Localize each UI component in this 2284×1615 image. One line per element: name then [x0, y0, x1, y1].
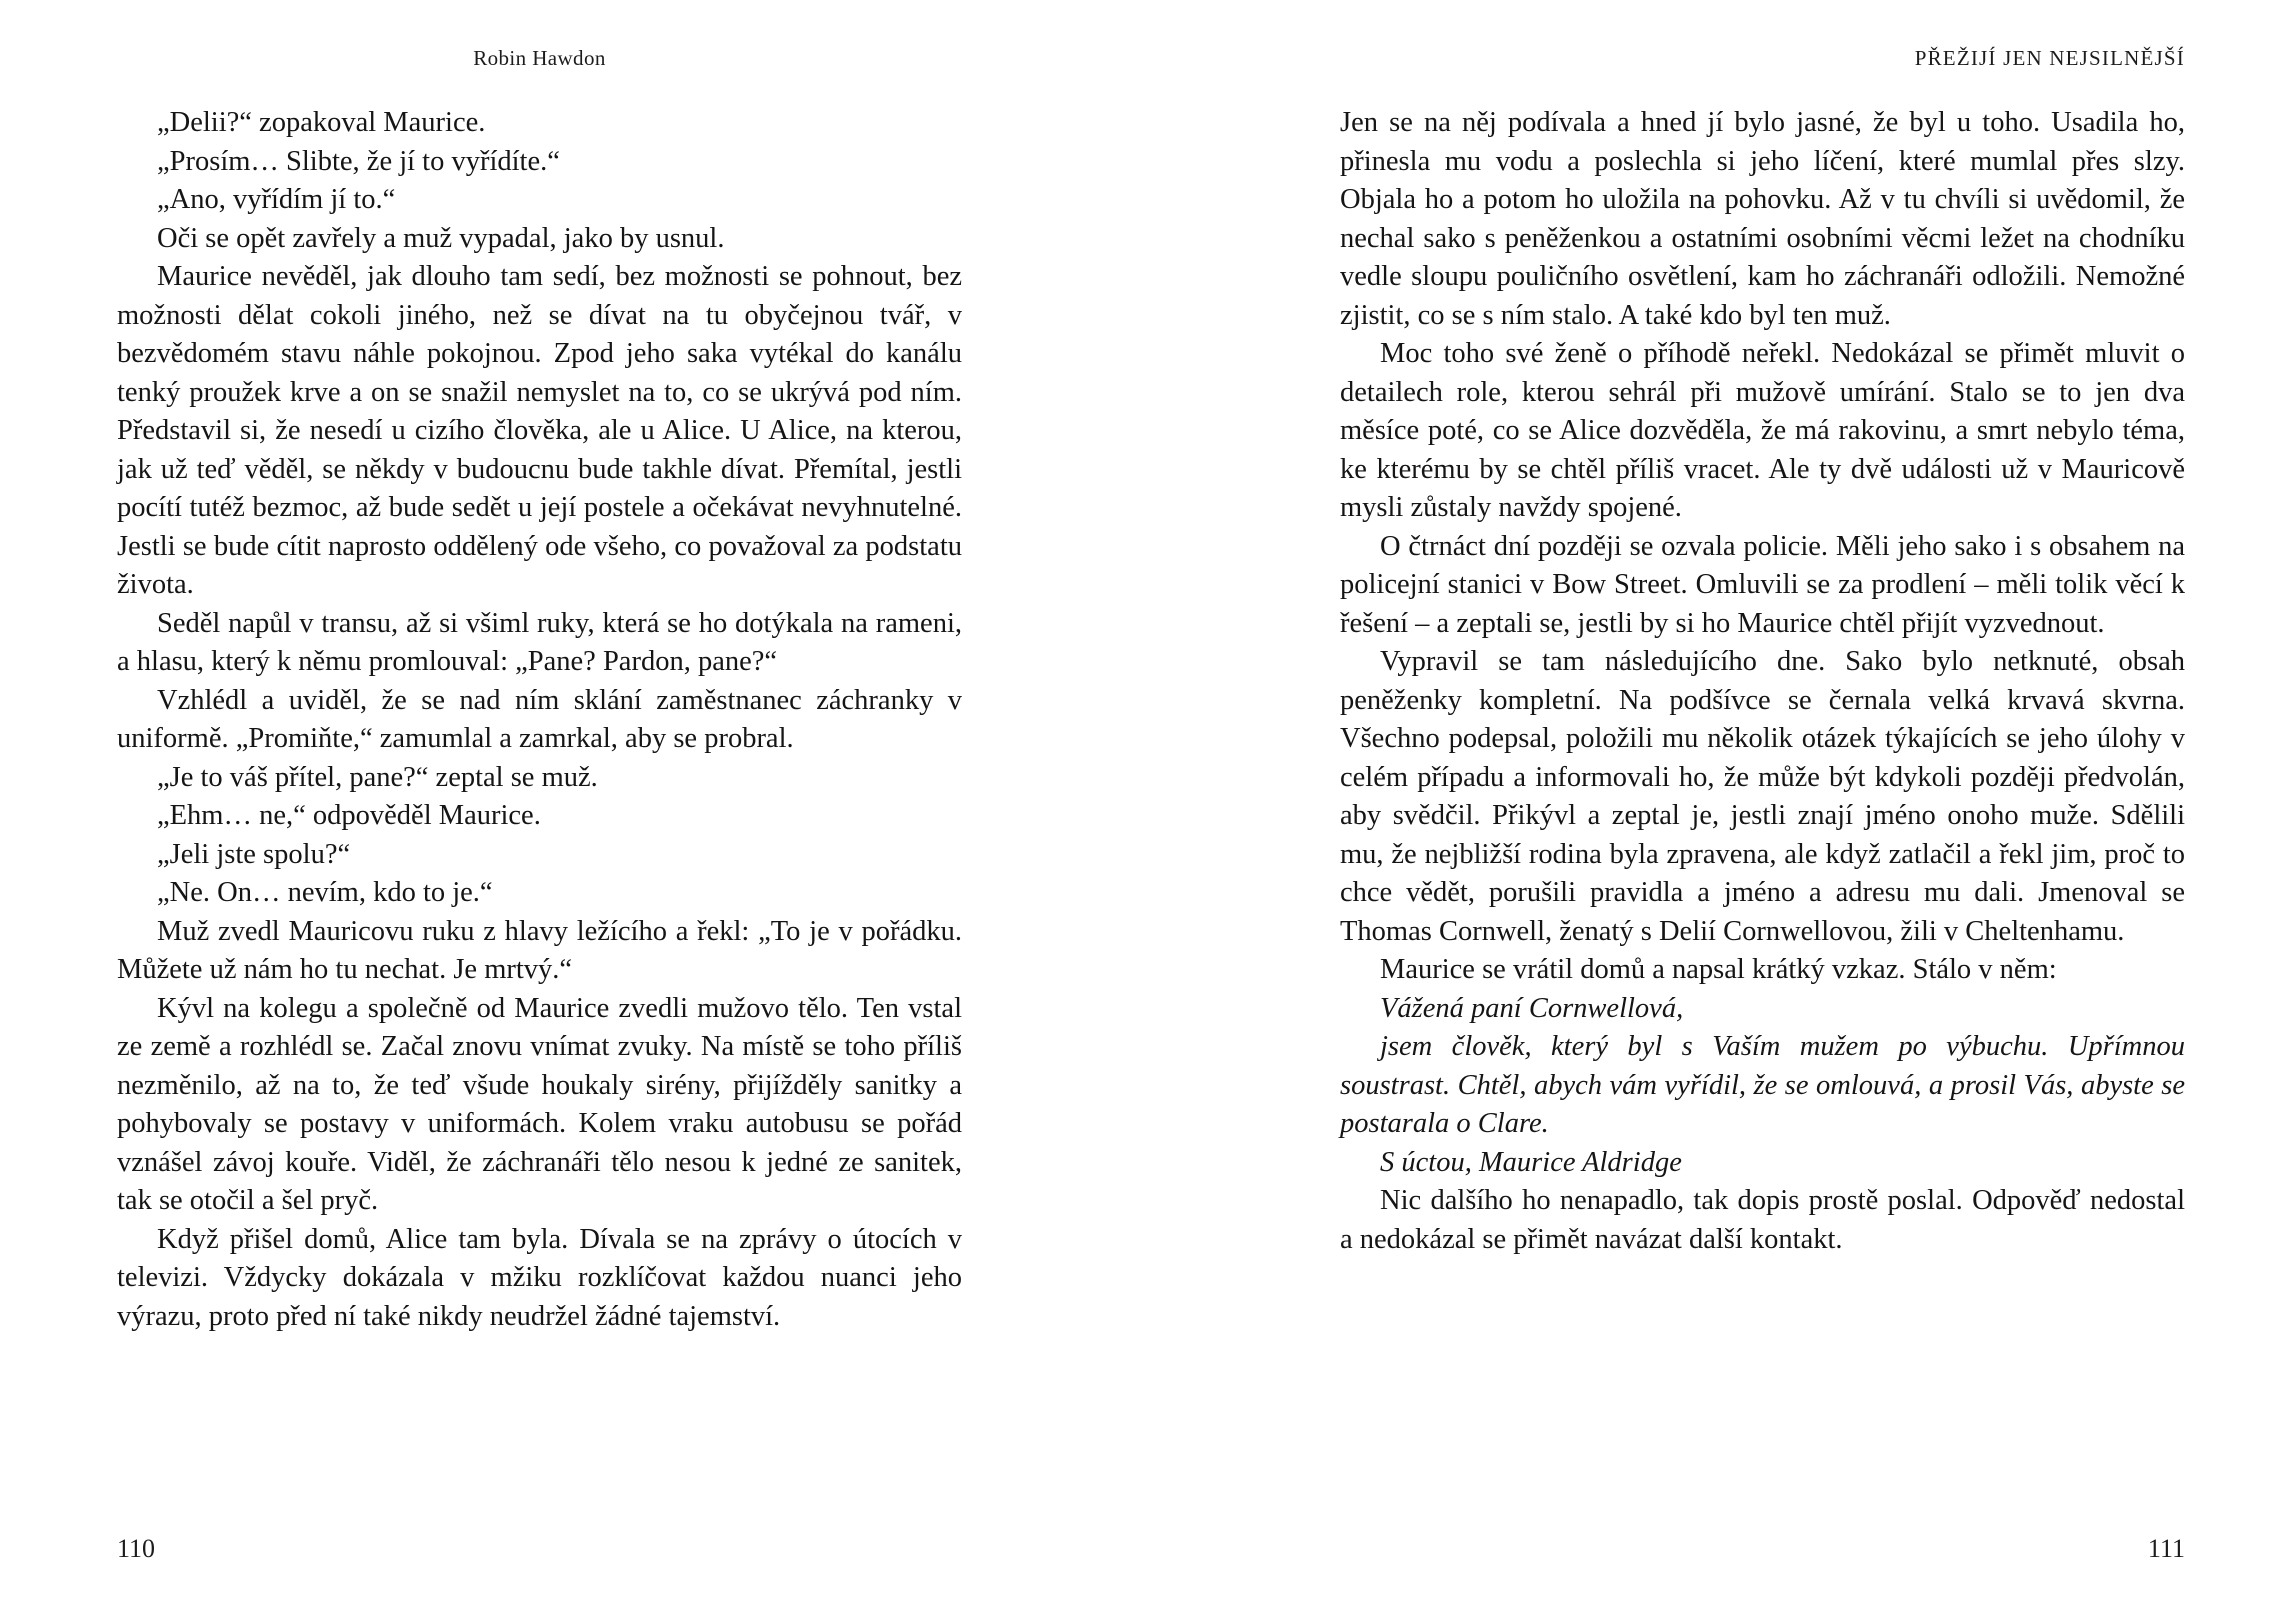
paragraph: Moc toho své ženě o příhodě neřekl. Nedokázal se přimět mluvit o detailech role, kterou sehrál při mužově umírání. Stalo se to jen dva měsíce poté, co se Alice dozvěděla, že má rakovinu, a smrt nebylo téma, ke kterému by se chtěl příliš vracet. Ale ty dvě události už v Mauricově mysli zůstaly navždy spojené.: [1340, 338, 2185, 523]
paragraph: Maurice nevěděl, jak dlouho tam sedí, bez možnosti se pohnout, bez možnosti dělat cokoli jiného, než se dívat na tu obyčejnou tvář, v bezvědomém stavu náhle pokojnou. Zpod jeho saka vytékal do kanálu tenký proužek krve a on se snažil nemyslet na to, co se ukrývá pod ním. Představil si, že nesedí u cizího člověka, ale u Alice. U Alice, na kterou, jak už teď věděl, se někdy v budoucnu bude takhle dívat. Přemítal, jestli pocítí tutéž bezmoc, až bude sedět u její postele a očekávat nevyhnutelné. Jestli se bude cítit naprosto oddělený ode všeho, co považoval za podstatu života.: [117, 261, 962, 600]
paragraph: Když přišel domů, Alice tam byla. Dívala se na zprávy o útocích v televizi. Vždycky dokázala v mžiku rozklíčovat každou nuanci jeho výrazu, proto před ní také nikdy neudržel žádné tajemství.: [117, 1223, 962, 1332]
paragraph: Kývl na kolegu a společně od Maurice zvedli mužovo tělo. Ten vstal ze země a rozhlédl se. Začal znovu vnímat zvuky. Na místě se toho příliš nezměnilo, až na to, že teď všude houkaly sirény, přijížděly sanitky a pohybovaly se postavy v uniformách. Kolem vraku autobusu se pořád vznášel závoj kouře. Viděl, že záchranáři tělo nesou k jedné ze sanitek, tak se otočil a šel pryč.: [117, 992, 962, 1216]
paragraph: Muž zvedl Mauricovu ruku z hlavy ležícího a řekl: „To je v pořádku. Můžete už nám ho tu nechat. Je mrtvý.“: [117, 915, 962, 985]
paragraph: Seděl napůl v transu, až si všiml ruky, která se ho dotýkala na rameni, a hlasu, který k němu promlouval: „Pane? Pardon, pane?“: [117, 607, 962, 677]
paragraph: „Prosím… Slibte, že jí to vyřídíte.“: [157, 145, 560, 177]
paragraph: Nic dalšího ho nenapadlo, tak dopis prostě poslal. Odpověď nedostal a nedokázal se přimět navázat další kontakt.: [1340, 1185, 2185, 1255]
paragraph: jsem člověk, který byl s Vaším mužem po výbuchu. Upřímnou soustrast. Chtěl, abych vám vyřídil, že se omlouvá, a prosil Vás, abyste se postarala o Clare.: [1340, 1031, 2185, 1139]
paragraph: Vážená paní Cornwellová,: [1380, 992, 1684, 1024]
paragraph: „Ehm… ne,“ odpověděl Maurice.: [157, 800, 541, 831]
page-number-right: 111: [2147, 1534, 2185, 1563]
paragraph: „Jeli jste spolu?“: [157, 838, 351, 870]
paragraph: Vzhlédl a uviděl, že se nad ním sklání zaměstnanec záchranky v uniformě. „Promiňte,“ zamumlal a zamrkal, aby se probral.: [117, 684, 962, 754]
paragraph: „Ne. On… nevím, kdo to je.“: [157, 877, 493, 908]
paragraph: Oči se opět zavřely a muž vypadal, jako by usnul.: [157, 222, 725, 254]
right-page-text-column: [1340, 104, 2185, 1259]
paragraph: Maurice se vrátil domů a napsal krátký vzkaz. Stálo v něm:: [1380, 954, 2057, 985]
page-number-left: 110: [117, 1534, 156, 1563]
running-head-title: PŘEŽIJÍ JEN NEJSILNĚJŠÍ: [1914, 46, 2185, 70]
paragraph: O čtrnáct dní později se ozvala policie. Měli jeho sako i s obsahem na policejní stanici v Bow Street. Omluvili se za prodlení – měli tolik věcí k řešení – a zeptali se, jestli by si ho Maurice chtěl přijít vyzvednout.: [1340, 530, 2185, 639]
paragraph: „Ano, vyřídím jí to.“: [157, 184, 396, 215]
paragraph: Jen se na něj podívala a hned jí bylo jasné, že byl u toho. Usadila ho, přinesla mu vodu a poslechla si jeho líčení, které mumlal přes slzy. Objala ho a potom ho uložila na pohovku. Až v tu chvíli si uvědomil, že nechal sako s peněženkou a ostatními osobními věcmi ležet na chodníku vedle sloupu pouličního osvětlení, kam ho záchranáři odložili. Nemožné zjistit, co se s ním stalo. A také kdo byl ten muž.: [1340, 107, 2185, 331]
paragraph: Vypravil se tam následujícího dne. Sako bylo netknuté, obsah peněženky kompletní. Na podšívce se černala velká krvavá skvrna. Všechno podepsal, položili mu několik otázek týkajících se jeho úlohy v celém případu a informovali ho, že může být kdykoli později předvolán, aby svědčil. Přikývl a zeptal je, jestli znají jméno onoho muže. Sdělili mu, že nejbližší rodina byla zpravena, ale když zatlačil a řekl jim, proč to chce vědět, porušili pravidla a jméno a adresu mu dali. Jmenoval se Thomas Cornwell, ženatý s Delií Cornwellovou, žili v Cheltenhamu.: [1340, 646, 2185, 947]
running-head-author: Robin Hawdon: [473, 46, 606, 70]
left-page-text-column: [117, 104, 962, 1336]
paragraph: S úctou, Maurice Aldridge: [1380, 1146, 1682, 1178]
paragraph: „Delii?“ zopakoval Maurice.: [157, 107, 486, 138]
paragraph: „Je to váš přítel, pane?“ zeptal se muž.: [157, 761, 598, 793]
